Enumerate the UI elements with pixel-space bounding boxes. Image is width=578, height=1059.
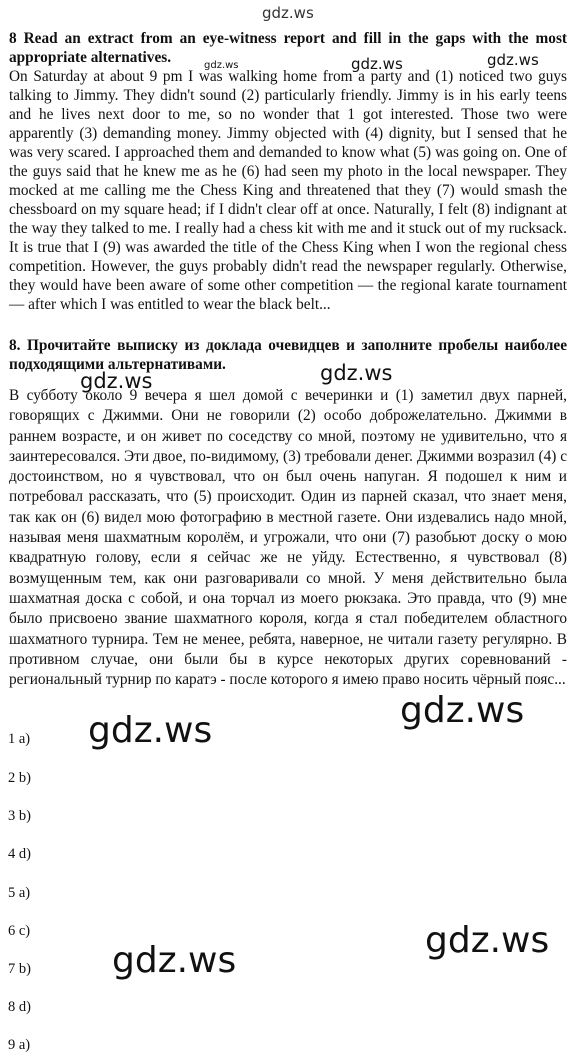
answer-item: 9 a): [8, 1037, 31, 1053]
exercise-text-russian: В субботу около 9 вечера я шел домой с вечеринки и (1) заметил двух парней, говорящих с Джимми. Они не говорили (2) особо доброжелательно. Джимми в раннем возрасте, и он живет по соседству со мной, поэтому не удивительно, что я заинтересовался. Эти двое, по-видимому, (3) требовали денег. Джимми возразил (4) с достоинством, но я чувствовал, что он был очень напуган. Я подошел к ним и потребовал рассказать, что (5) происходит. Один из парней сказал, что знает меня, так как он (6) видел мою фотографию в местной газете. Они издевались надо мной, называя меня шахматным королём, и угрожали, что они (7) разобьют доску о мою квадратную голову, если я сейчас же не уйду. Естественно, я чувствовал (8) возмущенным тем, как они разговаривали со мной. У меня действительно была шахматная доска с собой, и она торчал из моего рюкзака. Это правда, что (9) мне было присвоено звание шахматного короля, когда я стал победителем областного шахматного турнира. Тем не менее, ребята, наверное, не читали газету регулярно. В противном случае, они были бы в курсе некоторых других соревнований - региональный турнир по каратэ - после которого я имею право носить чёрный пояс...: [9, 387, 567, 689]
watermark: gdz.ws: [425, 920, 550, 961]
watermark: gdz.ws: [400, 690, 525, 731]
exercise-title-english: 8 Read an extract from an eye-witness report and fill in the gaps with the most appropriate alternatives.: [9, 30, 567, 66]
watermark: gdz.ws: [262, 4, 314, 22]
answer-item: 1 a): [8, 731, 31, 747]
watermark: gdz.ws: [88, 710, 213, 751]
answer-item: 2 b): [8, 770, 31, 786]
answer-item: 6 c): [8, 923, 31, 939]
answer-item: 4 d): [8, 846, 31, 862]
answer-item: 3 b): [8, 808, 31, 824]
answer-item: 7 b): [8, 961, 31, 977]
watermark: gdz.ws: [80, 369, 153, 393]
watermark: gdz.ws: [351, 55, 403, 73]
watermark: gdz.ws: [320, 361, 393, 385]
answer-item: 8 d): [8, 999, 31, 1015]
answer-item: 5 a): [8, 885, 31, 901]
exercise-title-russian: 8. Прочитайте выписку из доклада очевидцев и заполните пробелы наиболее подходящими альтернативами.: [9, 337, 567, 373]
watermark: gdz.ws: [112, 940, 237, 981]
watermark: gdz.ws: [487, 51, 539, 69]
exercise-text-english: On Saturday at about 9 pm I was walking home from a party and (1) noticed two guys talking to Jimmy. They didn't sound (2) particularly friendly. Jimmy is in his early teens and he lives next door to me, so no wonder that 1 got interested. Those two were apparently (3) demanding money. Jimmy objected with (4) dignity, but I sensed that he was very scared. I approached them and demanded to know what (5) was going on. One of the guys said that he knew me as he (6) had seen my photo in the local newspaper. They mocked at me calling me the Chess King and threatened that they (7) would smash the chessboard on my square head; if I didn't clear off at once. Naturally, I felt (8) indignant at the way they talked to me. I really had a chess kit with me and it stuck out of my rucksack. It is true that I (9) was awarded the title of the Chess King when I won the regional chess competition. However, the guys probably didn't read the newspaper regularly. Otherwise, they would have been aware of some other competition — the regional karate tournament — after which I was entitled to wear the black belt...: [9, 68, 567, 313]
watermark: gdz.ws: [204, 60, 239, 71]
